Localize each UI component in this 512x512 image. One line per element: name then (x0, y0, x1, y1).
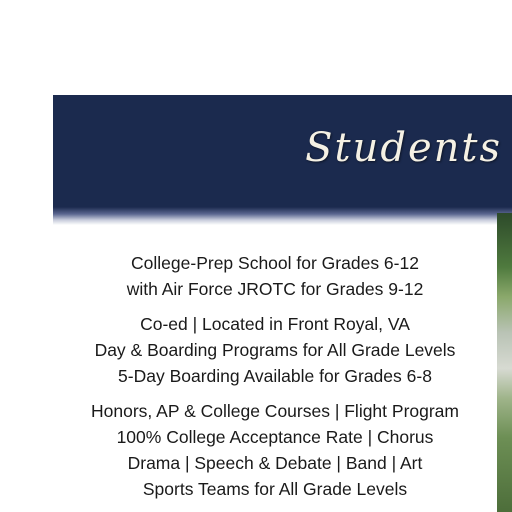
panel-header (53, 95, 512, 225)
feature-line: College-Prep School for Grades 6-12 (131, 253, 419, 273)
campus-photo-edge (497, 213, 512, 512)
info-panel (53, 95, 512, 512)
feature-line: Sports Teams for All Grade Levels (142, 479, 408, 499)
feature-line: Co-ed | Located in Front Royal, VA (140, 314, 410, 334)
feature-line: with Air Force JROTC for Grades 9-12 (126, 279, 424, 299)
features-group-programs (53, 311, 497, 389)
feature-line: Day & Boarding Programs for All Grade Levels (94, 340, 456, 360)
features-list (53, 250, 497, 502)
feature-line: Drama | Speech & Debate | Band | Art (127, 453, 423, 473)
features-group-academics (53, 398, 497, 502)
header-title: Students (305, 125, 502, 171)
feature-line: 5-Day Boarding Available for Grades 6-8 (118, 366, 432, 386)
features-group-grades (53, 250, 497, 302)
feature-line: 100% College Acceptance Rate | Chorus (116, 427, 434, 447)
feature-line: Honors, AP & College Courses | Flight Program (91, 401, 459, 421)
